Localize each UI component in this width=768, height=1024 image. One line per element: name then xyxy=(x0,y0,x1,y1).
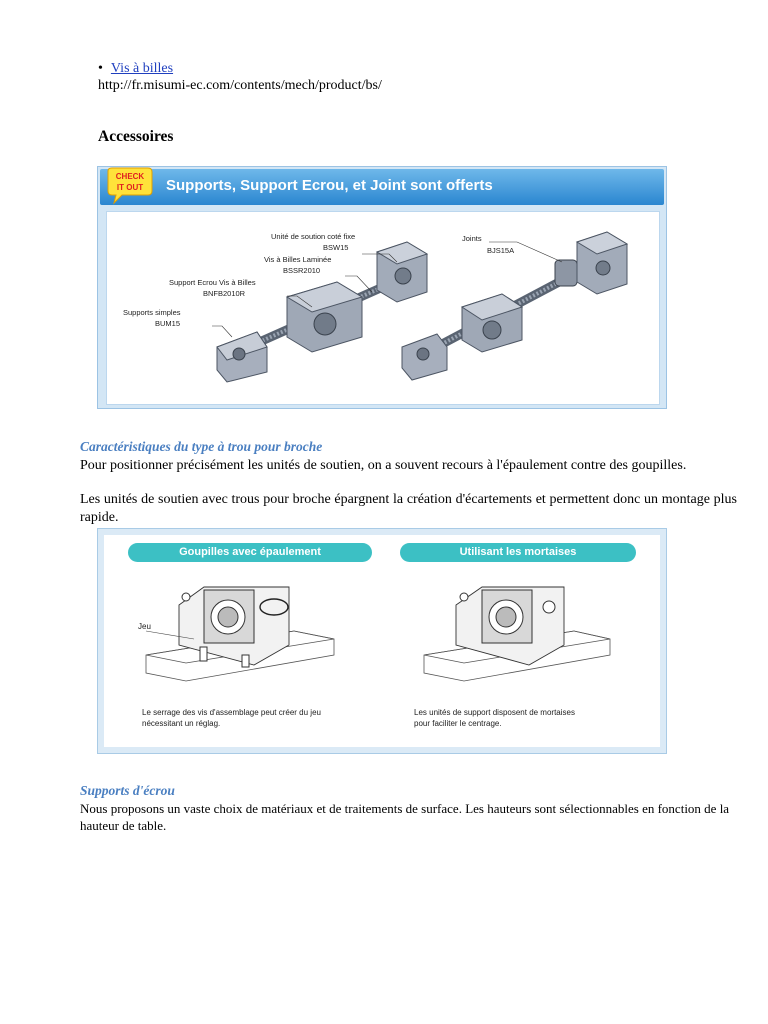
check-it-out-badge xyxy=(104,167,154,205)
label-simple-code: BUM15 xyxy=(155,319,181,328)
paragraph-support-units: Les unités de soutien avec trous pour broche épargnent la création d'écartements et permettent donc un montage plus rapide. xyxy=(80,492,737,525)
label-rolled-code: BSSR2010 xyxy=(283,266,321,275)
right-caption-line1: Les unités de support disposent de mortaises xyxy=(414,708,575,717)
label-joints: Joints xyxy=(462,234,482,243)
label-fixed-unit: Unité de soution coté fixe xyxy=(271,232,356,241)
fixed-support xyxy=(377,242,427,302)
label-nut-code: BNFB2010R xyxy=(203,289,246,298)
left-caption-line1: Le serrage des vis d'assemblage peut créer du jeu xyxy=(142,708,321,717)
right-simple-support xyxy=(402,334,447,380)
label-joints-code: BJS15A xyxy=(487,246,515,255)
right-title-pill: Utilisant les mortaises xyxy=(400,543,636,562)
banner-title: Supports, Support Ecrou, et Joint sont offerts xyxy=(166,177,493,194)
label-rolled-screw: Vis à Billes Laminée xyxy=(264,255,332,264)
nut-support xyxy=(287,282,362,352)
pin-comparison-figure xyxy=(97,528,667,754)
figure-banner xyxy=(100,169,664,205)
jeu-label: Jeu xyxy=(138,622,151,631)
accessories-figure xyxy=(97,166,667,409)
comparison-panel xyxy=(104,535,660,747)
link-list-item xyxy=(98,61,173,77)
ball-screw-illustration xyxy=(107,212,659,404)
accessories-heading: Accessoires xyxy=(98,128,174,145)
url-text: http://fr.misumi-ec.com/contents/mech/product/bs/ xyxy=(98,78,382,93)
badge-line1: CHECK xyxy=(115,172,145,181)
accessories-illustration-panel xyxy=(106,211,660,405)
paragraph-positioning: Pour positionner précisément les unités de soutien, on a souvent recours à l'épaulement contre des goupilles. xyxy=(80,458,687,473)
label-simple-support: Supports simples xyxy=(123,308,181,317)
joint-coupling xyxy=(555,260,577,286)
paragraph-materials: Nous proposons un vaste choix de matériaux et de traitements de surface. Les hauteurs sont sélectionnables en fonction de la hauteur de table. xyxy=(80,801,730,833)
right-nut-support xyxy=(462,294,522,352)
bullet: • xyxy=(98,61,103,76)
right-fixed-support xyxy=(577,232,627,294)
vis-a-billes-link[interactable]: Vis à billes xyxy=(110,61,174,76)
section-title-nut-supports: Supports d'écrou xyxy=(80,783,175,798)
left-title-pill: Goupilles avec épaulement xyxy=(128,543,372,562)
left-caption-line2: nécessitant un réglag. xyxy=(142,719,221,728)
section-title-pin-hole: Caractéristiques du type à trou pour broche xyxy=(80,439,323,454)
right-caption-line2: pour faciliter le centrage. xyxy=(414,719,502,728)
badge-line2: IT OUT xyxy=(116,183,144,192)
label-nut-support: Support Ecrou Vis à Billes xyxy=(169,278,256,287)
simple-support-left xyxy=(217,332,267,382)
label-fixed-code: BSW15 xyxy=(323,243,349,252)
